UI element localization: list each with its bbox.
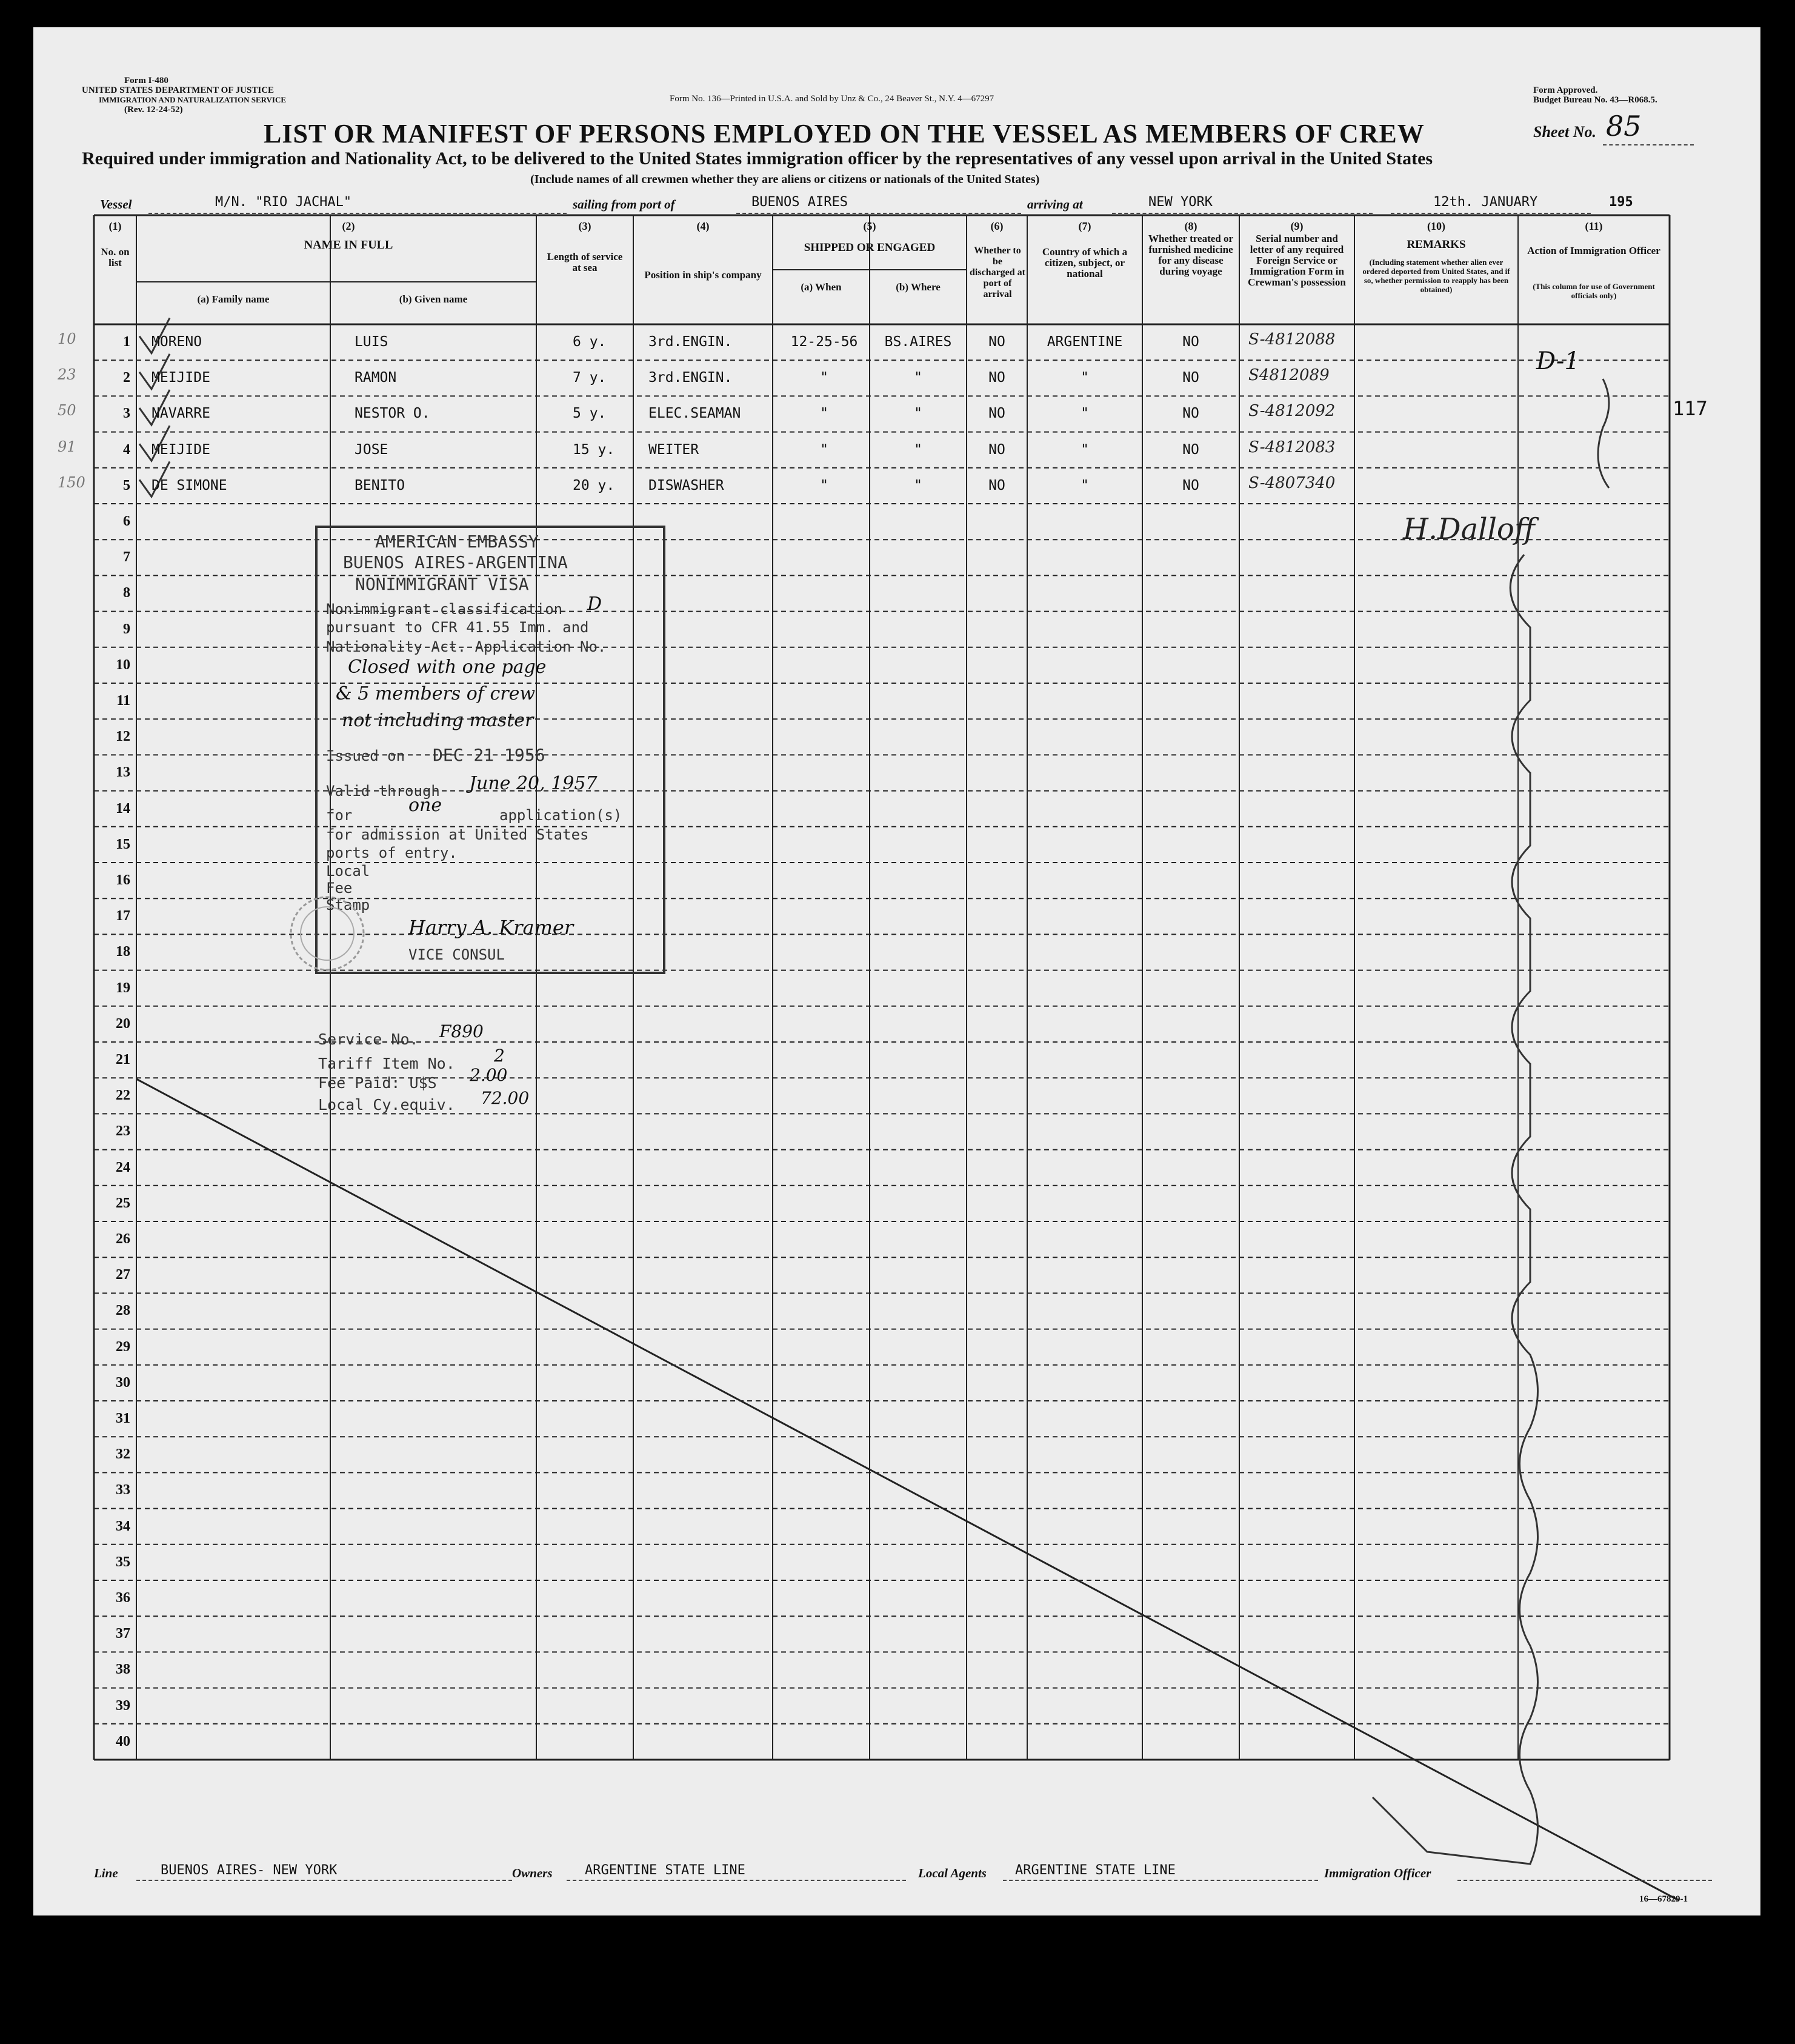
- form-id: Form I-480: [124, 76, 168, 85]
- family-name: MEIJIDE: [152, 441, 210, 458]
- family-name: MEIJIDE: [152, 370, 210, 386]
- col-3-number: (3): [578, 220, 591, 232]
- owners-value: ARGENTINE STATE LINE: [585, 1863, 745, 1878]
- row-number: 32: [116, 1446, 130, 1463]
- consul-signature: Harry A. Kramer: [408, 916, 574, 939]
- stamp-stamp: Stamp: [326, 897, 370, 913]
- row-number: 36: [116, 1590, 130, 1606]
- row-number: 31: [116, 1411, 130, 1426]
- row-number: 17: [116, 908, 130, 924]
- serial-number: S-4812092: [1248, 402, 1336, 421]
- col-6-label: Whether to be discharged at port of arrival: [970, 245, 1025, 299]
- stamp-issued-date: DEC 21 1956: [433, 745, 545, 765]
- service-length: 6 y.: [573, 334, 607, 350]
- row-number: 5: [123, 477, 130, 493]
- arriving-port: NEW YORK: [1148, 195, 1213, 210]
- service-length: 7 y.: [573, 370, 607, 386]
- printer-line: Form No. 136—Printed in U.S.A. and Sold by Unz & Co., 24 Beaver St., N.Y. 4—67297: [670, 94, 994, 104]
- position: ELEC.SEAMAN: [648, 406, 741, 422]
- row-number: 23: [116, 1123, 130, 1140]
- row-number: 18: [116, 944, 130, 960]
- row-number: 22: [116, 1087, 130, 1104]
- col-6-number: (6): [990, 220, 1004, 232]
- family-name: MORENO: [152, 334, 202, 350]
- col-5-label: SHIPPED OR ENGAGED: [804, 241, 936, 254]
- shipped-when: ": [820, 441, 828, 458]
- col-10-label: REMARKS: [1407, 238, 1466, 251]
- vessel-label: Vessel: [100, 197, 132, 212]
- shipped-where: BS.AIRES: [884, 334, 952, 350]
- shipped-where: ": [914, 477, 922, 493]
- officer-underline: [1457, 1880, 1712, 1881]
- country: ": [1081, 406, 1089, 422]
- sheet-label: Sheet No.: [1533, 123, 1596, 141]
- medicine: NO: [1182, 334, 1199, 350]
- col-10-number: (10): [1427, 220, 1445, 232]
- officer-signature: H.Dalloff: [1403, 512, 1535, 546]
- margin-mark: 23: [58, 366, 76, 384]
- row-number: 40: [116, 1733, 130, 1749]
- position: 3rd.ENGIN.: [648, 334, 733, 350]
- discharged: NO: [988, 334, 1005, 350]
- row-number: 9: [123, 621, 130, 637]
- col-7-label: Country of which a citizen, subject, or national: [1042, 246, 1128, 279]
- agents-value: ARGENTINE STATE LINE: [1015, 1863, 1176, 1878]
- service-length: 5 y.: [573, 406, 607, 422]
- agents-underline: [1003, 1880, 1318, 1881]
- col-2-label: NAME IN FULL: [304, 238, 393, 252]
- stamp-fee: Fee: [326, 880, 353, 897]
- row-number: 14: [116, 800, 130, 817]
- approval-line-2: Budget Bureau No. 43—R068.5.: [1533, 95, 1657, 105]
- sailing-label: sailing from port of: [573, 197, 675, 212]
- row-number: 8: [123, 585, 130, 601]
- given-name: RAMON: [355, 370, 397, 386]
- arriving-label: arriving at: [1027, 197, 1083, 212]
- row-number: 37: [116, 1626, 130, 1642]
- service-no-label: Service No.: [318, 1030, 419, 1048]
- row-number: 33: [116, 1482, 130, 1498]
- medicine: NO: [1182, 477, 1199, 493]
- row-number: 34: [116, 1518, 130, 1534]
- shipped-where: ": [914, 370, 922, 386]
- margin-mark: 10: [58, 330, 76, 347]
- manifest-sheet: [33, 27, 1760, 1915]
- margin-mark: 50: [58, 402, 76, 419]
- fee-paid-value: 2.00: [470, 1065, 508, 1085]
- stamp-apps-label: for: [326, 807, 353, 824]
- stamp-apps-count: one: [408, 795, 442, 816]
- row-number: 16: [116, 872, 130, 888]
- row-number: 3: [123, 406, 130, 422]
- col-11-note: (This column for use of Government officials only): [1533, 282, 1655, 300]
- row-number: 10: [116, 656, 130, 673]
- col-9-number: (9): [1290, 220, 1304, 232]
- row-number: 35: [116, 1554, 130, 1570]
- position: DISWASHER: [648, 477, 724, 493]
- row-number: 15: [116, 836, 130, 852]
- row-number: 20: [116, 1015, 130, 1032]
- shipped-when: ": [820, 370, 828, 386]
- row-number: 30: [116, 1374, 130, 1391]
- page-subtitle: Required under immigration and Nationality Act, to be delivered to the United States immigration officer by the representatives of any vessel upon arrival in the United States: [82, 149, 1433, 169]
- line-value: BUENOS AIRES- NEW YORK: [161, 1863, 338, 1878]
- vessel-name: M/N. "RIO JACHAL": [215, 195, 352, 210]
- row-number: 2: [123, 370, 130, 386]
- position: WEITER: [648, 441, 699, 458]
- stamp-valid-through: June 20, 1957: [469, 773, 598, 794]
- country: ": [1081, 477, 1089, 493]
- officer-action-count: 117: [1673, 397, 1708, 420]
- col-2-number: (2): [342, 220, 355, 232]
- agents-label: Local Agents: [918, 1866, 987, 1880]
- row-number: 4: [123, 441, 130, 458]
- owners-label: Owners: [512, 1866, 553, 1880]
- service-length: 20 y.: [573, 477, 615, 493]
- serial-number: S-4812088: [1248, 330, 1336, 349]
- officer-label: Immigration Officer: [1324, 1866, 1431, 1880]
- stamp-line-5: pursuant to CFR 41.55 Imm. and: [326, 619, 589, 636]
- col-5a-label: (a) When: [801, 281, 842, 293]
- row-number: 26: [116, 1231, 130, 1247]
- col-3-label: Length of service at sea: [547, 251, 623, 273]
- line-label: Line: [94, 1866, 118, 1880]
- row-number: 11: [116, 693, 130, 709]
- row-number: 39: [116, 1697, 130, 1714]
- sheet-number: 85: [1606, 110, 1642, 142]
- stamp-local: Local: [326, 863, 370, 880]
- col-2a-label: (a) Family name: [197, 293, 270, 305]
- sailing-port: BUENOS AIRES: [751, 195, 848, 210]
- row-number: 12: [116, 729, 130, 745]
- consul-label: VICE CONSUL: [408, 946, 505, 963]
- family-name: NAVARRE: [152, 406, 210, 422]
- margin-mark: 150: [58, 473, 85, 491]
- service-name: IMMIGRATION AND NATURALIZATION SERVICE: [99, 95, 287, 104]
- fee-paid-label: Fee Paid: U$S: [318, 1074, 437, 1092]
- col-1-number: (1): [108, 220, 122, 232]
- col-8-label: Whether treated or furnished medicine for any disease during voyage: [1148, 233, 1234, 277]
- col-5b-label: (b) Where: [896, 281, 941, 293]
- stamp-hand-2: & 5 members of crew: [336, 683, 536, 704]
- form-revision: (Rev. 12-24-52): [124, 105, 183, 115]
- row-number: 6: [123, 513, 130, 529]
- row-number: 38: [116, 1662, 130, 1678]
- discharged: NO: [988, 406, 1005, 422]
- officer-action-code: D-1: [1536, 347, 1580, 375]
- col-8-number: (8): [1184, 220, 1197, 232]
- col-9-label: Serial number and letter of any required Foreign Service or Immigration Form in Crewman's possession: [1248, 233, 1346, 288]
- line-underline: [136, 1880, 512, 1881]
- col-11-label: Action of Immigration Officer: [1527, 245, 1660, 256]
- department-name: UNITED STATES DEPARTMENT OF JUSTICE: [82, 85, 275, 95]
- row-number: 7: [123, 549, 130, 566]
- col-4-number: (4): [696, 220, 710, 232]
- stamp-line-4: Nonimmigrant classification: [326, 601, 563, 618]
- tariff-label: Tariff Item No.: [318, 1055, 455, 1072]
- serial-number: S-4807340: [1248, 473, 1336, 492]
- footer-code: 16—67829-1: [1639, 1894, 1688, 1904]
- service-no-value: F890: [439, 1021, 484, 1041]
- given-name: LUIS: [355, 334, 388, 350]
- row-number: 21: [116, 1052, 130, 1067]
- col-10-note: (Including statement whether alien ever ordered deported from United States, and if so, whether permission to reapply has been obtained): [1362, 258, 1510, 294]
- stamp-line-6: Nationality Act. Application No.: [326, 638, 607, 655]
- serial-number: S4812089: [1248, 366, 1330, 385]
- medicine: NO: [1182, 406, 1199, 422]
- country: ": [1081, 441, 1089, 458]
- stamp-issued-label: Issued on: [326, 747, 405, 764]
- owners-underline: [567, 1880, 906, 1881]
- arrival-year: 195: [1609, 195, 1633, 210]
- shipped-where: ": [914, 406, 922, 422]
- row-number: 13: [116, 764, 130, 781]
- embassy-seal: [282, 888, 373, 979]
- medicine: NO: [1182, 370, 1199, 386]
- tariff-value: 2: [494, 1046, 505, 1066]
- position: 3rd.ENGIN.: [648, 370, 733, 386]
- given-name: JOSE: [355, 441, 388, 458]
- page-note: (Include names of all crewmen whether they are aliens or citizens or nationals of the United States): [530, 173, 1040, 186]
- stamp-apps-suffix: application(s): [499, 807, 622, 824]
- row-number: 27: [116, 1267, 130, 1283]
- shipped-when: ": [820, 406, 828, 422]
- col-2b-label: (b) Given name: [399, 293, 468, 305]
- stamp-line-1: AMERICAN EMBASSY: [375, 532, 539, 552]
- local-equiv-label: Local Cy.equiv.: [318, 1096, 455, 1114]
- local-equiv-value: 72.00: [481, 1088, 530, 1108]
- shipped-where: ": [914, 441, 922, 458]
- stamp-valid-label: Valid through: [326, 783, 440, 800]
- stamp-classification: D: [587, 593, 602, 615]
- col-5-number: (5): [863, 220, 876, 232]
- given-name: BENITO: [355, 477, 405, 493]
- stamp-ports: ports of entry.: [326, 844, 458, 861]
- service-length: 15 y.: [573, 441, 615, 458]
- col-11-number: (11): [1585, 220, 1603, 232]
- officer-bracket-line: [1373, 555, 1538, 1864]
- stamp-hand-1: Closed with one page: [348, 656, 547, 678]
- row-number: 19: [116, 980, 130, 996]
- approval-line-1: Form Approved.: [1533, 85, 1598, 95]
- stamp-line-2: BUENOS AIRES-ARGENTINA: [343, 552, 568, 572]
- col-1-label: No. on list: [101, 246, 130, 269]
- row-number: 29: [116, 1338, 130, 1355]
- given-name: NESTOR O.: [355, 406, 430, 422]
- page-title: LIST OR MANIFEST OF PERSONS EMPLOYED ON THE VESSEL AS MEMBERS OF CREW: [264, 119, 1425, 149]
- col-7-number: (7): [1078, 220, 1091, 232]
- cancellation-line: [136, 1079, 1679, 1900]
- shipped-when: 12-25-56: [790, 334, 858, 350]
- arrival-date: 12th. JANUARY: [1433, 195, 1538, 210]
- discharged: NO: [988, 477, 1005, 493]
- discharged: NO: [988, 441, 1005, 458]
- row-number: 28: [116, 1303, 130, 1319]
- row-number: 24: [116, 1159, 130, 1175]
- country: ARGENTINE: [1047, 334, 1123, 350]
- col-4-label: Position in ship's company: [644, 269, 762, 281]
- serial-number: S-4812083: [1248, 438, 1336, 456]
- country: ": [1081, 370, 1089, 386]
- family-name: DE SIMONE: [152, 477, 227, 493]
- row-number: 25: [116, 1195, 130, 1211]
- stamp-hand-3: not including master: [342, 710, 534, 731]
- row-number: 1: [123, 334, 130, 350]
- margin-mark: 91: [58, 438, 76, 455]
- medicine: NO: [1182, 441, 1199, 458]
- stamp-line-3: NONIMMIGRANT VISA: [355, 574, 529, 594]
- stamp-admission: for admission at United States: [326, 826, 589, 843]
- officer-bracket: [1598, 379, 1609, 488]
- shipped-when: ": [820, 477, 828, 493]
- discharged: NO: [988, 370, 1005, 386]
